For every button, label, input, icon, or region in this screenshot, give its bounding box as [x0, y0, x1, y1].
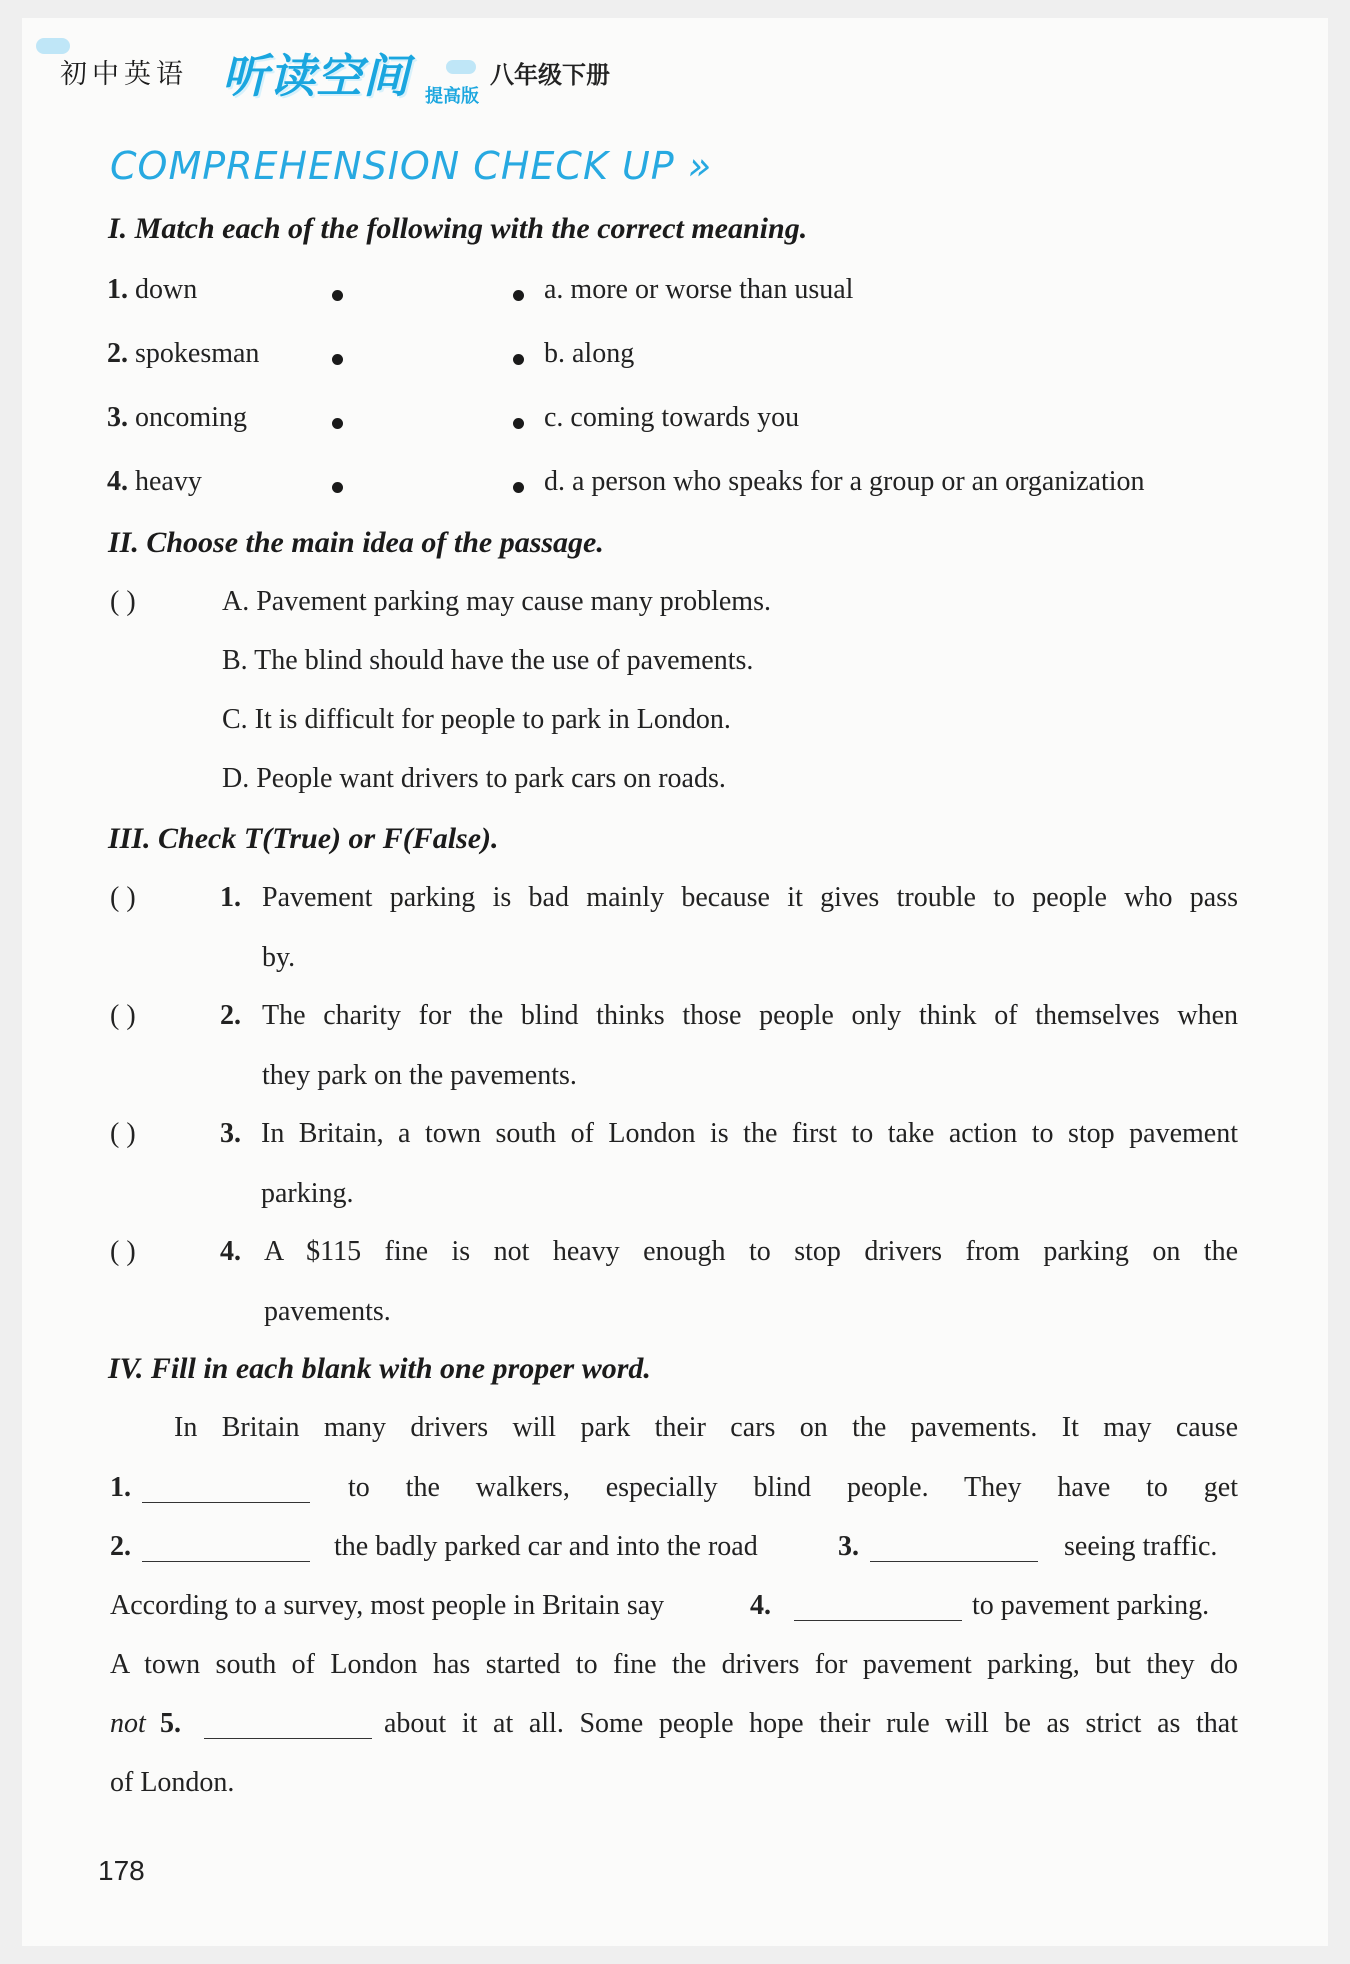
item-number: 3. — [220, 1118, 241, 1149]
blank-number: 2. — [110, 1531, 131, 1562]
page-number: 178 — [98, 1855, 145, 1886]
blank-number: 1. — [110, 1472, 131, 1503]
edition-label: 提高版 — [425, 86, 479, 107]
section-banner: COMPREHENSION CHECK UP » — [110, 144, 713, 188]
answer-bracket[interactable]: ( ) — [110, 1000, 136, 1031]
answer-bracket[interactable]: ( ) — [110, 1236, 136, 1267]
series-title: 初中英语 — [60, 59, 188, 90]
tf-statement-cont: by. — [262, 942, 296, 973]
passage-line: of London. — [110, 1767, 235, 1798]
passage-line: A town south of London has started to fine the drivers for pavement parking, but they do — [110, 1649, 1238, 1680]
part2-heading: II. Choose the main idea of the passage. — [108, 526, 604, 559]
part4-heading: IV. Fill in each blank with one proper word. — [108, 1352, 651, 1385]
item-number: 2. — [220, 1000, 241, 1031]
match-left-item: 2. spokesman — [107, 338, 260, 369]
header-cloud-decoration — [446, 60, 476, 74]
passage-line: not — [110, 1708, 146, 1739]
answer-bracket[interactable]: ( ) — [110, 1118, 136, 1149]
match-dot-left[interactable] — [332, 482, 343, 493]
blank-number: 5. — [160, 1708, 181, 1739]
match-left-item: 1. down — [107, 274, 198, 305]
option-b: B. The blind should have the use of pavements. — [222, 645, 754, 676]
item-number: 4. — [220, 1236, 241, 1267]
blank-number: 3. — [838, 1531, 859, 1562]
passage-line: In Britain many drivers will park their cars on the pavements. It may cause — [174, 1412, 1238, 1443]
fill-blank-5[interactable] — [204, 1714, 372, 1739]
tf-statement: In Britain, a town south of London is the first to take action to stop pavement — [261, 1118, 1238, 1149]
tf-statement: A $115 fine is not heavy enough to stop drivers from parking on the — [264, 1236, 1238, 1267]
tf-statement-cont: they park on the pavements. — [262, 1060, 577, 1091]
blank-number: 4. — [750, 1590, 771, 1621]
match-dot-left[interactable] — [332, 418, 343, 429]
match-dot-right[interactable] — [513, 354, 524, 365]
match-dot-left[interactable] — [332, 290, 343, 301]
match-dot-right[interactable] — [513, 290, 524, 301]
answer-bracket[interactable]: ( ) — [110, 882, 136, 913]
option-a: A. Pavement parking may cause many problems. — [222, 586, 771, 617]
part3-heading: III. Check T(True) or F(False). — [108, 822, 499, 855]
passage-line: about it at all. Some people hope their rule will be as strict as that — [384, 1708, 1238, 1739]
part1-heading: I. Match each of the following with the correct meaning. — [108, 212, 808, 245]
passage-line: seeing traffic. — [1064, 1531, 1218, 1562]
passage-line: to pavement parking. — [972, 1590, 1210, 1621]
passage-line: According to a survey, most people in Britain say — [110, 1590, 665, 1621]
fill-blank-2[interactable] — [142, 1537, 310, 1562]
passage-line: the badly parked car and into the road — [334, 1531, 758, 1562]
passage-line: to the walkers, especially blind people. They have to get — [348, 1472, 1238, 1503]
match-left-item: 4. heavy — [107, 466, 202, 497]
option-d: D. People want drivers to park cars on roads. — [222, 763, 726, 794]
fill-blank-4[interactable] — [794, 1596, 962, 1621]
fill-blank-1[interactable] — [142, 1478, 310, 1503]
match-dot-right[interactable] — [513, 418, 524, 429]
match-right-item: c. coming towards you — [544, 402, 800, 433]
tf-statement: Pavement parking is bad mainly because it gives trouble to people who pass — [262, 882, 1238, 913]
tf-statement-cont: pavements. — [264, 1296, 391, 1327]
match-dot-right[interactable] — [513, 482, 524, 493]
tf-statement: The charity for the blind thinks those people only think of themselves when — [262, 1000, 1238, 1031]
item-number: 1. — [220, 882, 241, 913]
match-dot-left[interactable] — [332, 354, 343, 365]
option-c: C. It is difficult for people to park in London. — [222, 704, 731, 735]
match-right-item: a. more or worse than usual — [544, 274, 854, 305]
fill-blank-3[interactable] — [870, 1537, 1038, 1562]
match-right-item: b. along — [544, 338, 635, 369]
match-right-item: d. a person who speaks for a group or an organization — [544, 466, 1145, 497]
answer-bracket[interactable]: ( ) — [110, 586, 136, 617]
brand-logo: 听读空间 — [222, 49, 410, 103]
match-left-item: 3. oncoming — [107, 402, 247, 433]
tf-statement-cont: parking. — [261, 1178, 354, 1209]
grade-label: 八年级下册 — [490, 61, 610, 89]
